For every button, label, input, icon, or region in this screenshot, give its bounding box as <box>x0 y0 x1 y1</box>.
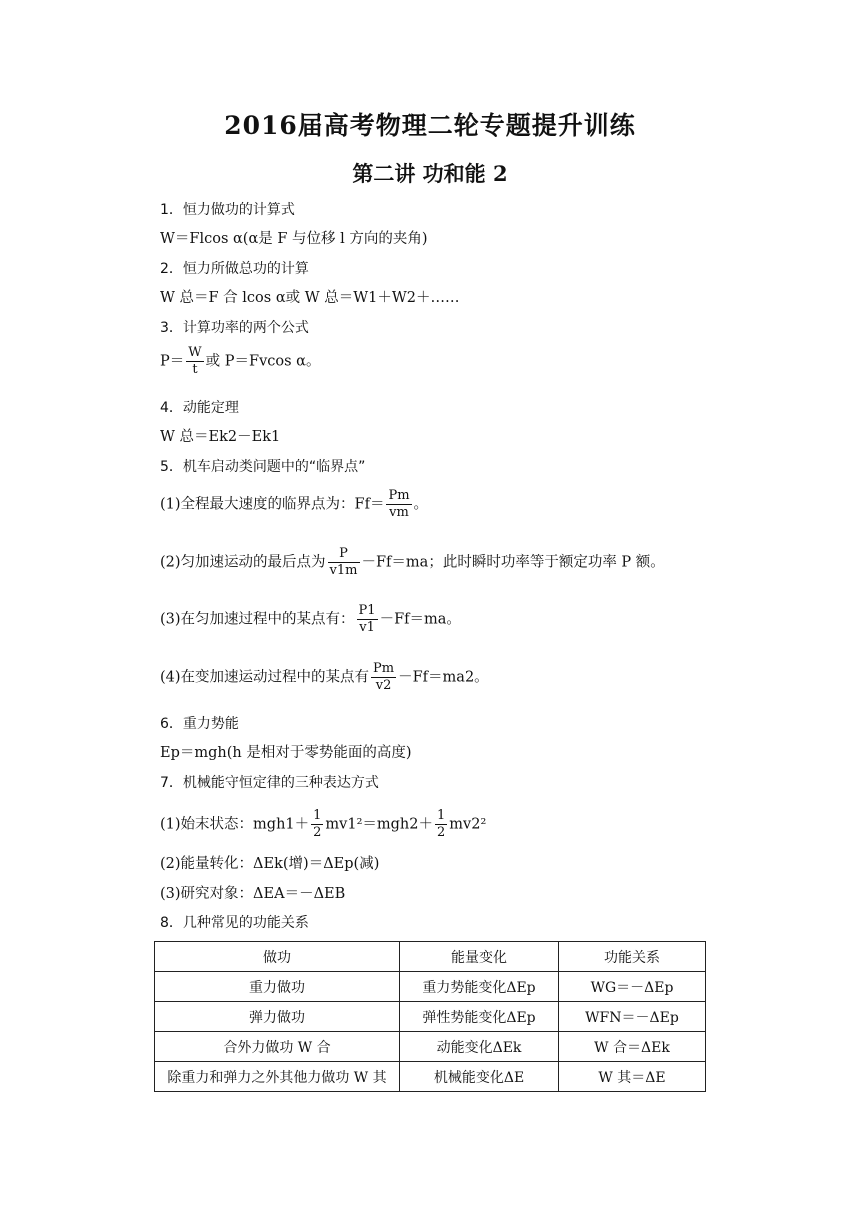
fraction-denominator: v2 <box>375 678 392 693</box>
section-heading-3: 3．计算功率的两个公式 <box>160 320 309 336</box>
page-title: 2016届高考物理二轮专题提升训练 <box>224 111 636 140</box>
conservation-transfer: (2)能量转化：ΔEk(增)＝ΔEp(减) <box>160 856 380 872</box>
conservation-states-b: mv1²＝mgh2＋ <box>325 816 433 833</box>
fraction-numerator: 1 <box>437 808 446 823</box>
section-heading-1: 1．恒力做功的计算式 <box>160 202 295 218</box>
fraction-p-over-v1m <box>328 546 360 579</box>
fraction-denominator: t <box>192 362 198 377</box>
conservation-objects: (3)研究对象：ΔEA＝－ΔEB <box>160 886 346 902</box>
fraction-numerator: Pm <box>388 488 410 503</box>
work-energy-table <box>154 941 706 1092</box>
table-cell: 弹性势能变化ΔEp <box>400 1002 559 1032</box>
critical-point-1 <box>160 488 428 521</box>
critical-point-4-text: (4)在变加速运动过程中的某点有 <box>160 669 370 686</box>
critical-point-2-end: －Ff＝ma；此时瞬时功率等于额定功率 P 额。 <box>361 554 665 571</box>
critical-point-2 <box>160 546 665 579</box>
table-cell: W 合＝ΔEk <box>559 1032 706 1062</box>
fraction-half <box>435 808 447 841</box>
fraction-numerator: Pm <box>373 661 395 676</box>
fraction-w-over-t <box>186 345 203 378</box>
table-row <box>155 972 706 1002</box>
section-heading-8: 8．几种常见的功能关系 <box>160 915 309 931</box>
section-heading-7: 7．机械能守恒定律的三种表达方式 <box>160 775 379 791</box>
table-row <box>155 1062 706 1092</box>
fraction-denominator: v1m <box>329 563 358 578</box>
table-header-row <box>155 942 706 972</box>
fraction-denominator: v1 <box>359 620 375 635</box>
conservation-states <box>160 808 486 841</box>
table-row <box>155 1002 706 1032</box>
formula-kinetic-theorem: W 总＝Ek2－Ek1 <box>160 429 281 445</box>
critical-point-3 <box>160 603 461 636</box>
critical-point-2-text: (2)匀加速运动的最后点为 <box>160 554 326 571</box>
formula-potential-energy: Ep＝mgh(h 是相对于零势能面的高度) <box>160 745 412 761</box>
formula-power <box>160 345 320 378</box>
fraction-p1-over-v1 <box>357 603 378 636</box>
critical-point-1-end: 。 <box>413 496 429 513</box>
section-heading-5: 5．机车启动类问题中的“临界点” <box>160 459 366 475</box>
critical-point-4 <box>160 661 489 694</box>
fraction-numerator: 1 <box>313 808 322 823</box>
lecture-subtitle: 第二讲 功和能 2 <box>352 161 508 186</box>
table-cell: 动能变化ΔEk <box>400 1032 559 1062</box>
fraction-pm-over-v2 <box>371 661 396 694</box>
formula-total-work: W 总＝F 合 lcos α或 W 总＝W1＋W2＋…… <box>160 290 460 306</box>
critical-point-3-end: －Ff＝ma。 <box>379 611 461 628</box>
fraction-denominator: vm <box>389 505 409 520</box>
table-cell: 重力做功 <box>155 972 400 1002</box>
section-heading-6: 6．重力势能 <box>160 716 239 732</box>
table-header-energy-change: 能量变化 <box>400 942 559 972</box>
power-prefix: P＝ <box>160 353 185 370</box>
table-cell: 重力势能变化ΔEp <box>400 972 559 1002</box>
fraction-numerator: P1 <box>358 603 376 618</box>
fraction-numerator: P <box>328 546 360 563</box>
fraction-half <box>311 808 323 841</box>
table-header-relation: 功能关系 <box>559 942 706 972</box>
table-cell: 弹力做功 <box>155 1002 400 1032</box>
table-cell: WFN＝－ΔEp <box>559 1002 706 1032</box>
critical-point-1-text: (1)全程最大速度的临界点为：Ff＝ <box>160 496 385 513</box>
table-cell: 机械能变化ΔE <box>400 1062 559 1092</box>
critical-point-3-text: (3)在匀加速过程中的某点有： <box>160 611 355 628</box>
table-cell: 合外力做功 W 合 <box>155 1032 400 1062</box>
section-heading-2: 2．恒力所做总功的计算 <box>160 261 309 277</box>
fraction-denominator: 2 <box>437 825 446 840</box>
power-alt: 或 P＝Fvcos α。 <box>205 353 321 370</box>
table-cell: W 其＝ΔE <box>559 1062 706 1092</box>
table-cell: WG＝－ΔEp <box>559 972 706 1002</box>
fraction-pm-over-vm <box>386 488 411 521</box>
formula-work: W＝Flcos α(α是 F 与位移 l 方向的夹角) <box>160 231 428 247</box>
fraction-denominator: 2 <box>313 825 322 840</box>
table-cell: 除重力和弹力之外其他力做功 W 其 <box>155 1062 400 1092</box>
conservation-states-c: mv2² <box>449 816 487 833</box>
table-row <box>155 1032 706 1062</box>
conservation-states-a: (1)始末状态：mgh1＋ <box>160 816 310 833</box>
critical-point-4-end: －Ff＝ma2。 <box>398 669 489 686</box>
table-header-work: 做功 <box>155 942 400 972</box>
section-heading-4: 4．动能定理 <box>160 400 239 416</box>
fraction-numerator: W <box>188 345 202 360</box>
